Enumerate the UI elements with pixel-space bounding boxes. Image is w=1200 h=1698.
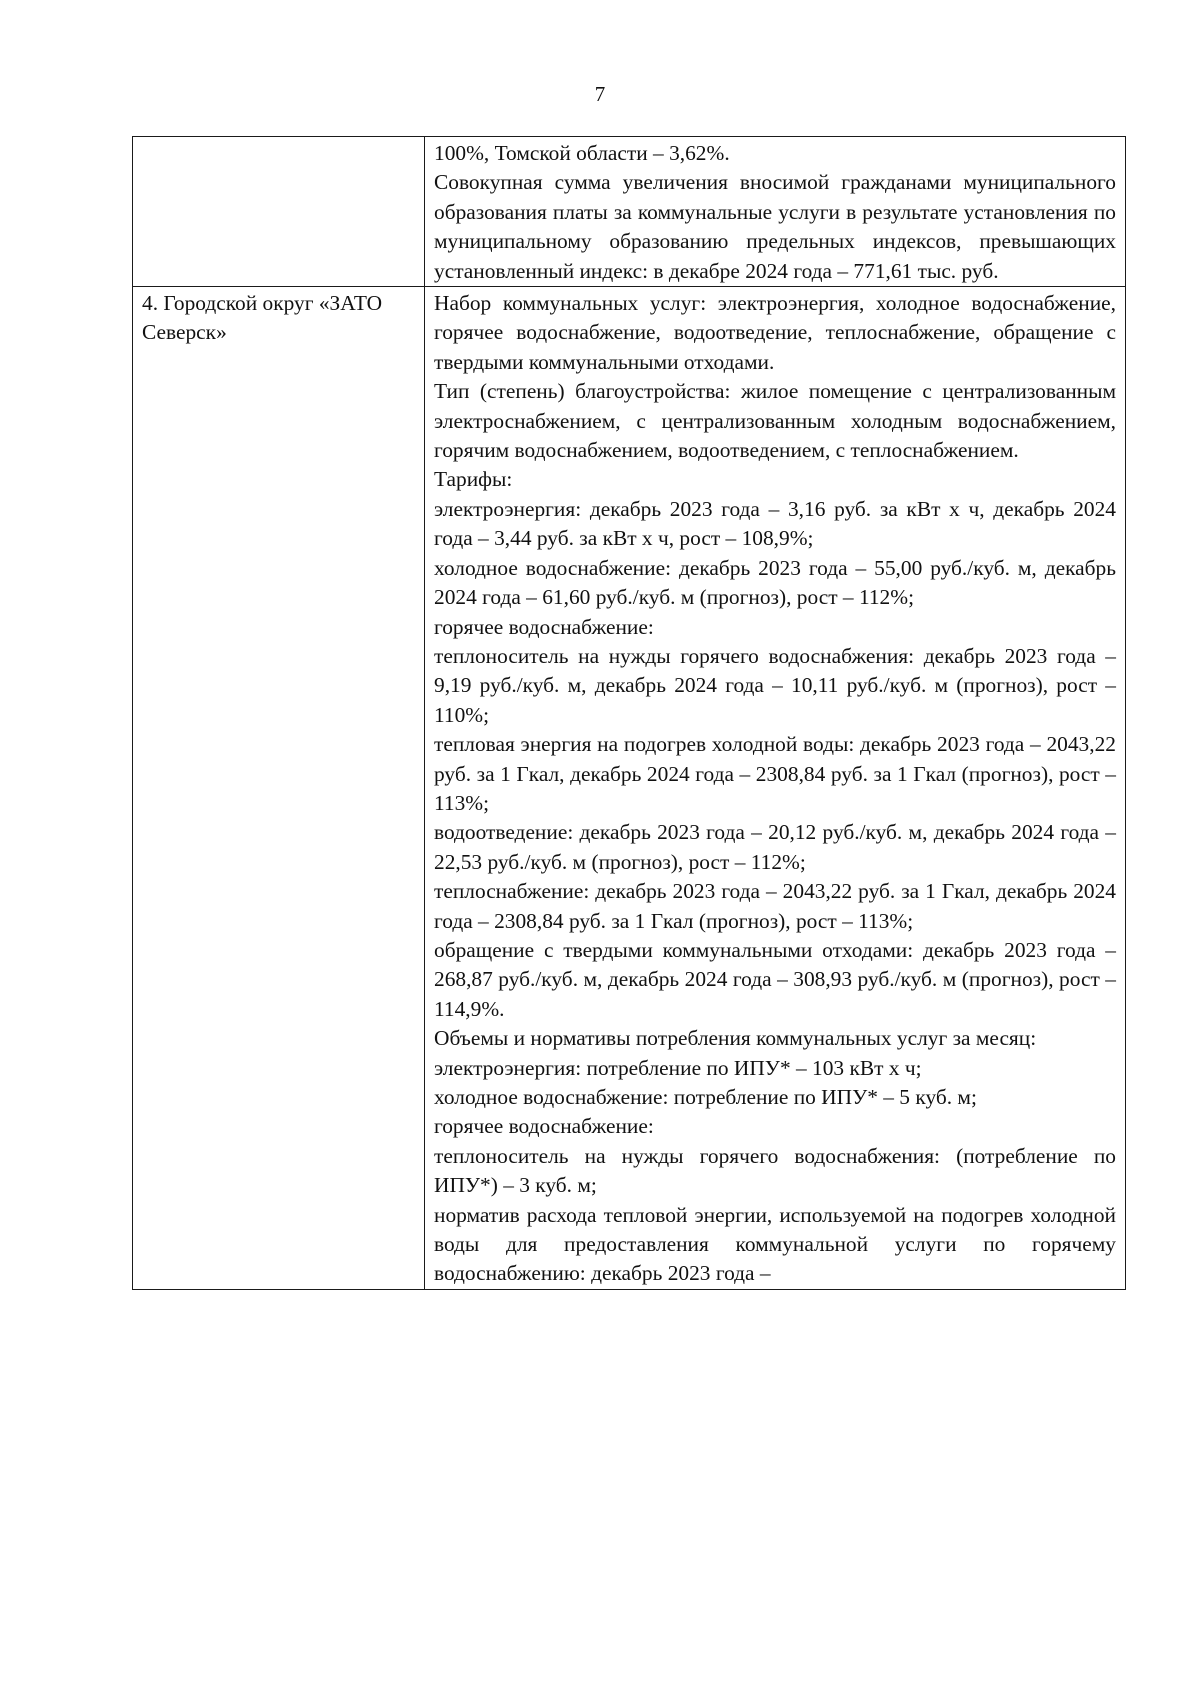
paragraph: Набор коммунальных услуг: электроэнергия, холодное водоснабжение, горячее водоснабжение, водоотведение, теплоснабжение, обращение с твердыми коммунальными отходами. — [434, 291, 1116, 374]
paragraph: холодное водоснабжение: декабрь 2023 года – 55,00 руб./куб. м, декабрь 2024 года – 61,60 руб./куб. м (прогноз), рост – 112%; — [434, 555, 1116, 610]
paragraph: электроэнергия: потребление по ИПУ* – 103 кВт х ч; — [434, 1055, 922, 1080]
paragraph: обращение с твердыми коммунальными отходами: декабрь 2023 года – 268,87 руб./куб. м, декабрь 2024 года – 308,93 руб./куб. м (прогноз), рост – 114,9%. — [434, 937, 1116, 1021]
paragraph: электроэнергия: декабрь 2023 года – 3,16 руб. за кВт х ч, декабрь 2024 года – 3,44 руб. за кВт х ч, рост – 108,9%; — [434, 496, 1116, 551]
paragraph: горячее водоснабжение: — [434, 614, 654, 639]
paragraph: Объемы и нормативы потребления коммунальных услуг за месяц: — [434, 1026, 1037, 1051]
municipality-cell — [133, 137, 425, 287]
municipality-cell — [133, 287, 425, 1290]
paragraph: водоотведение: декабрь 2023 года – 20,12 руб./куб. м, декабрь 2024 года – 22,53 руб./куб. м (прогноз), рост – 112%; — [434, 820, 1116, 874]
municipality-name: 4. Городской округ «ЗАТО Северск» — [142, 291, 383, 345]
municipal-tariff-table — [132, 136, 1126, 1290]
table-row — [133, 137, 1126, 287]
paragraph: Тарифы: — [434, 467, 513, 492]
paragraph: теплоноситель на нужды горячего водоснабжения: декабрь 2023 года – 9,19 руб./куб. м, декабрь 2024 года – 10,11 руб./куб. м (прогноз), рост – 110%; — [434, 643, 1116, 727]
page-number: 7 — [594, 82, 606, 106]
table-row — [133, 287, 1126, 1290]
paragraph: горячее водоснабжение: — [434, 1114, 654, 1139]
paragraph: норматив расхода тепловой энергии, используемой на подогрев холодной воды для предоставления коммунальной услуги по горячему водоснабжению: декабрь 2023 года – — [434, 1202, 1116, 1286]
paragraph: теплоноситель на нужды горячего водоснабжения: (потребление по ИПУ*) – 3 куб. м; — [434, 1143, 1116, 1198]
description-cell — [425, 137, 1126, 287]
paragraph: Тип (степень) благоустройства: жилое помещение с централизованным электроснабжением, с централизованным холодным водоснабжением, горячим водоснабжением, водоотведением, с теплоснабжением. — [434, 379, 1116, 463]
paragraph: холодное водоснабжение: потребление по ИПУ* – 5 куб. м; — [434, 1085, 977, 1109]
paragraph: теплоснабжение: декабрь 2023 года – 2043,22 руб. за 1 Гкал, декабрь 2024 года – 2308,84 руб. за 1 Гкал (прогноз), рост – 113%; — [434, 879, 1116, 933]
paragraph: 100%, Томской области – 3,62%. — [434, 141, 730, 165]
paragraph: тепловая энергия на подогрев холодной воды: декабрь 2023 года – 2043,22 руб. за 1 Гкал, декабрь 2024 года – 2308,84 руб. за 1 Гкал (прогноз), рост – 113%; — [434, 732, 1116, 815]
description-cell — [425, 287, 1126, 1290]
paragraph: Совокупная сумма увеличения вносимой гражданами муниципального образования платы за коммунальные услуги в результате установления по муниципальному образованию предельных индексов, превышающих установленный индекс: в декабре 2024 года – 771,61 тыс. руб. — [434, 170, 1116, 283]
